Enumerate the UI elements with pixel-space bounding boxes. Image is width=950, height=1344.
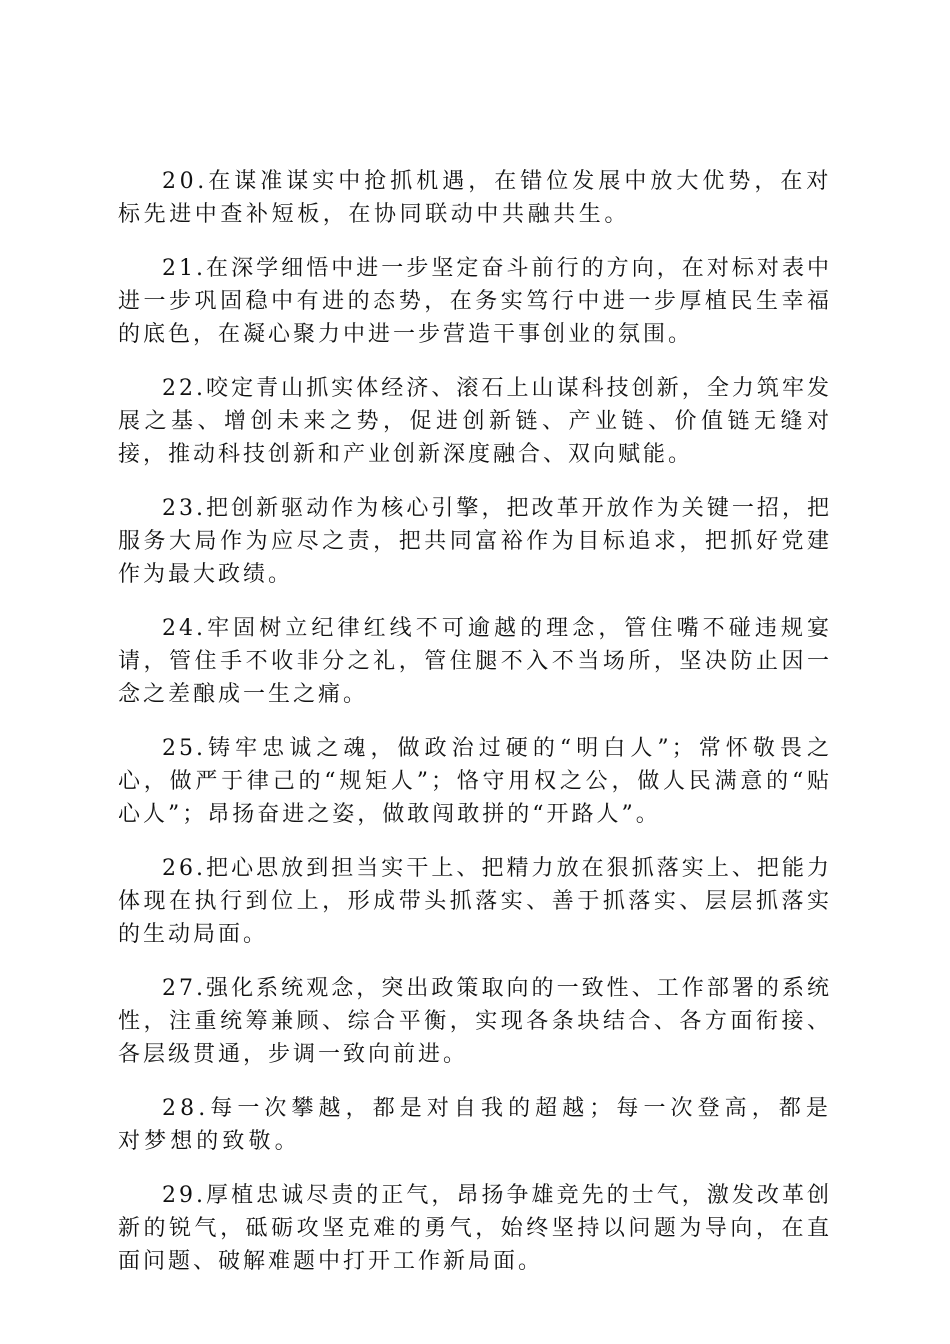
paragraph-29: 29.厚植忠诚尽责的正气，昂扬争雄竞先的士气，激发改革创新的锐气，砥砺攻坚克难的勇气，始终坚持以问题为导向，在直面问题、破解难题中打开工作新局面。 xyxy=(118,1183,832,1274)
paragraph-23: 23.把创新驱动作为核心引擎，把改革开放作为关键一招，把服务大局作为应尽之责，把共同富裕作为目标追求，把抓好党建作为最大政绩。 xyxy=(118,496,832,587)
paragraph-22: 22.咬定青山抓实体经济、滚石上山谋科技创新，全力筑牢发展之基、增创未来之势，促进创新链、产业链、价值链无缝对接，推动科技创新和产业创新深度融合、双向赋能。 xyxy=(118,376,832,467)
paragraph-21: 21.在深学细悟中进一步坚定奋斗前行的方向，在对标对表中进一步巩固稳中有进的态势，在务实笃行中进一步厚植民生幸福的底色，在凝心聚力中进一步营造干事创业的氛围。 xyxy=(118,256,832,347)
document-body xyxy=(118,165,832,1299)
paragraph-26: 26.把心思放到担当实干上、把精力放在狠抓落实上、把能力体现在执行到位上，形成带头抓落实、善于抓落实、层层抓落实的生动局面。 xyxy=(118,856,832,947)
paragraph-20: 20.在谋准谋实中抢抓机遇，在错位发展中放大优势，在对标先进中查补短板，在协同联动中共融共生。 xyxy=(118,169,832,227)
paragraph-25: 25.铸牢忠诚之魂，做政治过硬的“明白人”；常怀敬畏之心，做严于律己的“规矩人”；恪守用权之公，做人民满意的“贴心人”；昂扬奋进之姿，做敢闯敢拼的“开路人”。 xyxy=(118,736,832,827)
paragraph-24: 24.牢固树立纪律红线不可逾越的理念，管住嘴不碰违规宴请，管住手不收非分之礼，管住腿不入不当场所，坚决防止因一念之差酿成一生之痛。 xyxy=(118,616,832,707)
paragraph-27: 27.强化系统观念，突出政策取向的一致性、工作部署的系统性，注重统筹兼顾、综合平衡，实现各条块结合、各方面衔接、各层级贯通，步调一致向前进。 xyxy=(118,976,832,1067)
paragraph-28: 28.每一次攀越，都是对自我的超越；每一次登高，都是对梦想的致敬。 xyxy=(118,1096,832,1154)
